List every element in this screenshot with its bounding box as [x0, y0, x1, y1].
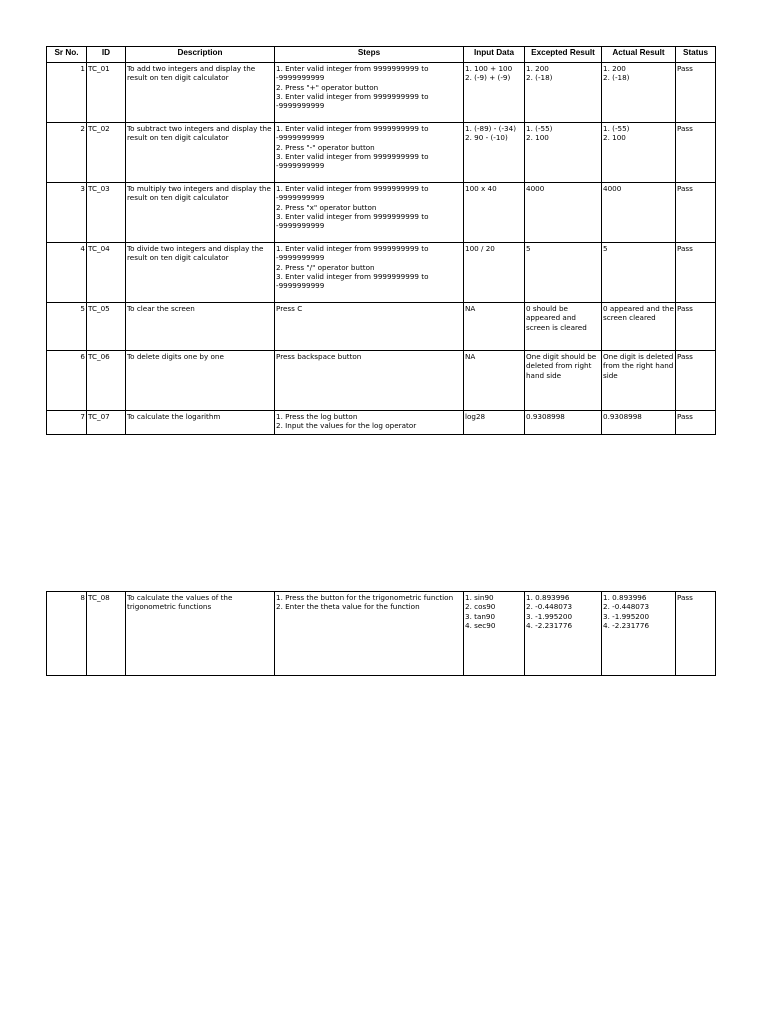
cell-input-data: 100 / 20 [464, 243, 525, 303]
test-case-table-continued [46, 591, 716, 676]
cell-actual-result: 1. 200 2. (-18) [602, 63, 676, 123]
cell-description: To divide two integers and display the result on ten digit calculator [126, 243, 275, 303]
cell-actual-result: 1. 0.893996 2. -0.448073 3. -1.995200 4. -2.231776 [602, 592, 676, 676]
cell-steps: 1. Enter valid integer from 9999999999 to -9999999999 2. Press "-" operator button 3. Enter valid integer from 9999999999 to -9999999999 [275, 123, 464, 183]
header-status: Status [676, 47, 716, 63]
cell-status: Pass [676, 63, 716, 123]
cell-actual-result: 0 appeared and the screen cleared [602, 303, 676, 351]
cell-input-data: 1. (-89) - (-34) 2. 90 - (-10) [464, 123, 525, 183]
cell-status: Pass [676, 243, 716, 303]
header-sr-no: Sr No. [47, 47, 87, 63]
cell-expected-result: 5 [525, 243, 602, 303]
header-id: ID [87, 47, 126, 63]
cell-steps: Press backspace button [275, 351, 464, 411]
cell-expected-result: 0.9308998 [525, 411, 602, 435]
cell-input-data: log28 [464, 411, 525, 435]
cell-actual-result: 1. (-55) 2. 100 [602, 123, 676, 183]
cell-id: TC_07 [87, 411, 126, 435]
cell-input-data: 1. sin90 2. cos90 3. tan90 4. sec90 [464, 592, 525, 676]
cell-expected-result: 4000 [525, 183, 602, 243]
cell-description: To add two integers and display the result on ten digit calculator [126, 63, 275, 123]
table-row [47, 183, 716, 243]
cell-input-data: 1. 100 + 100 2. (-9) + (-9) [464, 63, 525, 123]
cell-actual-result: One digit is deleted from the right hand side [602, 351, 676, 411]
cell-steps: 1. Enter valid integer from 9999999999 to -9999999999 2. Press "x" operator button 3. Enter valid integer from 9999999999 to -9999999999 [275, 183, 464, 243]
cell-id: TC_04 [87, 243, 126, 303]
header-expected-result: Excepted Result [525, 47, 602, 63]
cell-status: Pass [676, 123, 716, 183]
table-row [47, 592, 716, 676]
table-row [47, 63, 716, 123]
cell-id: TC_03 [87, 183, 126, 243]
cell-sr-no: 5 [47, 303, 87, 351]
header-input-data: Input Data [464, 47, 525, 63]
cell-status: Pass [676, 351, 716, 411]
cell-id: TC_08 [87, 592, 126, 676]
cell-sr-no: 4 [47, 243, 87, 303]
cell-id: TC_05 [87, 303, 126, 351]
cell-sr-no: 1 [47, 63, 87, 123]
table-row [47, 303, 716, 351]
cell-id: TC_02 [87, 123, 126, 183]
header-description: Description [126, 47, 275, 63]
cell-description: To calculate the logarithm [126, 411, 275, 435]
header-actual-result: Actual Result [602, 47, 676, 63]
test-case-table [46, 46, 716, 435]
cell-expected-result: One digit should be deleted from right hand side [525, 351, 602, 411]
cell-description: To clear the screen [126, 303, 275, 351]
cell-description: To subtract two integers and display the result on ten digit calculator [126, 123, 275, 183]
cell-description: To calculate the values of the trigonometric functions [126, 592, 275, 676]
table-row [47, 123, 716, 183]
cell-expected-result: 0 should be appeared and screen is cleared [525, 303, 602, 351]
table-row [47, 411, 716, 435]
cell-input-data: NA [464, 351, 525, 411]
cell-input-data: NA [464, 303, 525, 351]
cell-description: To multiply two integers and display the result on ten digit calculator [126, 183, 275, 243]
table-row [47, 243, 716, 303]
cell-steps: 1. Enter valid integer from 9999999999 to -9999999999 2. Press "+" operator button 3. Enter valid integer from 9999999999 to -9999999999 [275, 63, 464, 123]
cell-steps: 1. Enter valid integer from 9999999999 to -9999999999 2. Press "/" operator button 3. Enter valid integer from 9999999999 to -9999999999 [275, 243, 464, 303]
cell-actual-result: 0.9308998 [602, 411, 676, 435]
cell-id: TC_06 [87, 351, 126, 411]
cell-expected-result: 1. (-55) 2. 100 [525, 123, 602, 183]
cell-description: To delete digits one by one [126, 351, 275, 411]
header-steps: Steps [275, 47, 464, 63]
cell-id: TC_01 [87, 63, 126, 123]
table-row [47, 351, 716, 411]
cell-steps: 1. Press the log button 2. Input the values for the log operator [275, 411, 464, 435]
cell-actual-result: 4000 [602, 183, 676, 243]
cell-status: Pass [676, 183, 716, 243]
cell-expected-result: 1. 200 2. (-18) [525, 63, 602, 123]
cell-expected-result: 1. 0.893996 2. -0.448073 3. -1.995200 4. -2.231776 [525, 592, 602, 676]
cell-status: Pass [676, 411, 716, 435]
cell-sr-no: 7 [47, 411, 87, 435]
cell-sr-no: 2 [47, 123, 87, 183]
cell-steps: 1. Press the button for the trigonometric function 2. Enter the theta value for the function [275, 592, 464, 676]
cell-sr-no: 6 [47, 351, 87, 411]
header-row [47, 47, 716, 63]
cell-steps: Press C [275, 303, 464, 351]
cell-sr-no: 3 [47, 183, 87, 243]
cell-sr-no: 8 [47, 592, 87, 676]
cell-status: Pass [676, 303, 716, 351]
cell-actual-result: 5 [602, 243, 676, 303]
cell-status: Pass [676, 592, 716, 676]
cell-input-data: 100 x 40 [464, 183, 525, 243]
